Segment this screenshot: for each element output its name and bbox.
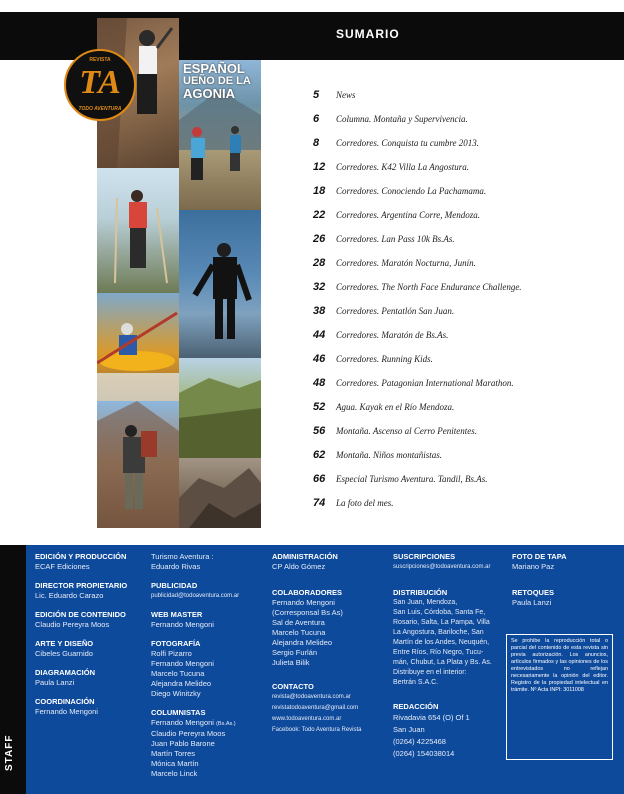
toc-title: Corredores. The North Face Endurance Challenge. xyxy=(336,282,522,292)
toc-page: 44 xyxy=(313,329,326,341)
staff-heading: FOTOGRAFÍA xyxy=(151,639,201,648)
staff-value: Martín de los Andes, Neuquén, xyxy=(393,639,490,646)
staff-column-3 xyxy=(272,552,362,736)
cover-banner-line1: ESPAÑOL xyxy=(183,61,245,76)
rocks-photo xyxy=(179,458,261,528)
staff-value: Fernando Mengoni xyxy=(272,598,335,607)
toc-title: Corredores. Patagonian International Marathon. xyxy=(336,378,514,388)
toc-title: Columna. Montaña y Supervivencia. xyxy=(336,114,468,124)
staff-heading: COORDINACIÓN xyxy=(35,697,95,706)
staff-heading: DIAGRAMACIÓN xyxy=(35,668,95,677)
staff-value: Sergio Furlán xyxy=(272,648,318,657)
staff-value: Claudio Pereyra Moos xyxy=(35,620,110,629)
toc-page: 8 xyxy=(313,137,320,149)
staff-side-bar xyxy=(0,545,26,794)
toc-title: News xyxy=(336,90,356,100)
staff-column-1 xyxy=(35,552,127,717)
staff-heading: DIRECTOR PROPIETARIO xyxy=(35,581,128,590)
staff-value: Rosario, Salta, La Pampa, Villa xyxy=(393,619,490,626)
staff-value: Martín Torres xyxy=(151,749,196,758)
swimmer-photo xyxy=(179,210,261,358)
staff-column-5 xyxy=(512,552,567,608)
page-title: SUMARIO xyxy=(336,27,400,41)
toc-title: Corredores. Lan Pass 10k Bs.As. xyxy=(336,234,455,244)
staff-value: Lic. Eduardo Carazo xyxy=(35,591,104,600)
kayak-photo xyxy=(97,293,179,401)
staff-value: Fernando Mengoni xyxy=(35,707,98,716)
staff-value: Alejandra Melideo xyxy=(272,638,333,647)
logo-top-text: REVISTA xyxy=(89,57,111,63)
staff-heading: COLUMNISTAS xyxy=(151,708,206,717)
toc-page: 48 xyxy=(313,377,326,389)
staff-value: Distribuye en el interior: xyxy=(393,669,467,676)
staff-value: Juan Pablo Barone xyxy=(151,739,215,748)
staff-column-4 xyxy=(393,552,492,760)
staff-value: mán, Chubut, La Plata y Bs. As. xyxy=(393,659,492,666)
staff-value: (Corresponsal Bs As) xyxy=(272,608,343,617)
staff-value: Marcelo Tucuna xyxy=(272,628,326,637)
staff-value: San Juan, Mendoza, xyxy=(393,599,458,606)
staff-heading: COLABORADORES xyxy=(272,588,343,597)
toc-title: Corredores. Running Kids. xyxy=(336,354,433,364)
staff-value: CP Aldo Gómez xyxy=(272,562,326,571)
toc-title: Montaña. Ascenso al Cerro Penitentes. xyxy=(336,426,477,436)
columnist-note: (Bs.As.) xyxy=(216,721,236,727)
toc-page: 28 xyxy=(313,257,326,269)
staff-section xyxy=(0,545,624,794)
facebook-link[interactable]: Facebook: Todo Aventura Revista xyxy=(272,727,362,733)
staff-value: San Luis, Córdoba, Santa Fe, xyxy=(393,609,486,616)
mountaineer-photo xyxy=(97,401,179,528)
columnist-name: Fernando Mengoni xyxy=(151,718,214,727)
toc-page: 66 xyxy=(313,473,326,485)
staff-value: Entre Ríos, Río Negro, Tucu- xyxy=(393,649,484,656)
staff-heading: PUBLICIDAD xyxy=(151,581,198,590)
toc-page: 5 xyxy=(313,89,320,101)
toc-page: 56 xyxy=(313,425,326,437)
toc-title: Corredores. K42 Villa La Angostura. xyxy=(336,162,470,172)
staff-heading: SUSCRIPCIONES xyxy=(393,552,456,561)
staff-value: Rivadavia 654 (O) Of 1 xyxy=(393,713,470,722)
staff-column-2 xyxy=(151,552,239,779)
toc-page: 26 xyxy=(313,233,326,245)
publicity-email[interactable]: publicidad@todoaventura.com.ar xyxy=(151,593,240,599)
toc-page: 74 xyxy=(313,497,326,509)
toc-title: La foto del mes. xyxy=(336,498,394,508)
phone-number[interactable]: (0264) 154038014 xyxy=(393,749,455,758)
toc-page: 32 xyxy=(313,281,326,293)
cover-banner-line2: UEÑO DE LA xyxy=(183,75,251,87)
legal-notice-text: Se prohibe la reproducción total o parcial del contenido de esta revista sin previa autorización. Los anuncios, artículos firmados y las opiniones de los entrevistados no reflejan necesariamente la opinión del editor. Registro de la propiedad intelectual en trámite. Nº Acta INPI: 3011008 xyxy=(511,638,608,693)
staff-value: Turismo Aventura : xyxy=(151,552,214,561)
website-link[interactable]: www.todoaventura.com.ar xyxy=(272,716,342,722)
toc-page: 12 xyxy=(313,161,326,173)
toc-title: Agua. Kayak en el Río Mendoza. xyxy=(336,402,455,412)
todo-aventura-logo xyxy=(64,49,136,121)
legal-notice-box xyxy=(506,634,613,760)
staff-value: Bertrán S.A.C. xyxy=(393,679,439,686)
staff-heading: ARTE Y DISEÑO xyxy=(35,639,94,648)
staff-label: STAFF xyxy=(4,734,15,771)
cover-banner-line3: AGONIA xyxy=(183,86,235,101)
toc-page: 22 xyxy=(313,209,326,221)
logo-letters: TA xyxy=(79,64,121,101)
staff-heading: DISTRIBUCIÓN xyxy=(393,588,448,597)
staff-value: Cibeles Guarnido xyxy=(35,649,93,658)
staff-value: Marcelo Tucuna xyxy=(151,669,205,678)
logo-bottom-text: TODO AVENTURA xyxy=(78,106,122,112)
toc-page: 52 xyxy=(313,401,326,413)
staff-heading: WEB MASTER xyxy=(151,610,203,619)
staff-value: Marcelo Linck xyxy=(151,769,198,778)
staff-heading: RETOQUES xyxy=(512,588,554,597)
toc-title: Corredores. Maratón de Bs.As. xyxy=(336,330,449,340)
staff-heading: CONTACTO xyxy=(272,682,314,691)
staff-value: Eduardo Rivas xyxy=(151,562,201,571)
staff-heading: FOTO DE TAPA xyxy=(512,552,567,561)
staff-value: ECAF Ediciones xyxy=(35,562,90,571)
hiker-photo xyxy=(97,168,179,293)
staff-value: Alejandra Melideo xyxy=(151,679,212,688)
toc-title: Corredores. Conquista tu cumbre 2013. xyxy=(336,138,479,148)
staff-value: Paula Lanzi xyxy=(512,598,552,607)
staff-value: Fernando Mengoni xyxy=(151,659,214,668)
toc-title: Corredores. Maratón Nocturna, Junín. xyxy=(336,258,476,268)
valley-photo xyxy=(179,358,261,458)
contact-email[interactable]: revistatodoaventura@gmail.com xyxy=(272,705,359,711)
toc-title: Corredores. Pentatlón San Juan. xyxy=(336,306,455,316)
staff-value: La Angostura, Bariloche, San xyxy=(393,629,484,636)
staff-value: Julieta Bilik xyxy=(272,658,310,667)
toc-page: 18 xyxy=(313,185,326,197)
contact-email[interactable]: revista@todoaventura.com.ar xyxy=(272,694,351,700)
staff-value: Diego Winitzky xyxy=(151,689,201,698)
toc-title: Montaña. Niños montañistas. xyxy=(336,450,443,460)
staff-value: Sal de Aventura xyxy=(272,618,325,627)
staff-value: Fernando Mengoni xyxy=(151,620,214,629)
phone-number[interactable]: (0264) 4225468 xyxy=(393,737,446,746)
staff-value: Paula Lanzi xyxy=(35,678,75,687)
staff-heading: EDICIÓN Y PRODUCCIÓN xyxy=(35,552,127,561)
toc-page: 62 xyxy=(313,449,326,461)
toc-title: Corredores. Conociendo La Pachamama. xyxy=(336,186,487,196)
toc-title: Corredores. Argentina Corre, Mendoza. xyxy=(336,210,480,220)
staff-heading: ADMINISTRACIÓN xyxy=(272,552,338,561)
staff-value: San Juan xyxy=(393,725,425,734)
staff-heading: REDACCIÓN xyxy=(393,702,439,711)
staff-value: Rolfi Pizarro xyxy=(151,649,192,658)
trail-runners-photo xyxy=(179,60,261,210)
staff-heading: EDICIÓN DE CONTENIDO xyxy=(35,610,126,619)
toc-page: 38 xyxy=(313,305,326,317)
toc-page: 46 xyxy=(313,353,326,365)
toc-page: 6 xyxy=(313,113,320,125)
subscriptions-email[interactable]: suscripciones@todoaventura.com.ar xyxy=(393,564,491,570)
staff-value: Mariano Paz xyxy=(512,562,555,571)
staff-value: Mónica Martín xyxy=(151,759,199,768)
staff-value: Claudio Pereyra Moos xyxy=(151,729,226,738)
staff-value xyxy=(151,718,239,729)
toc-title: Especial Turismo Aventura. Tandil, Bs.As. xyxy=(336,474,488,484)
